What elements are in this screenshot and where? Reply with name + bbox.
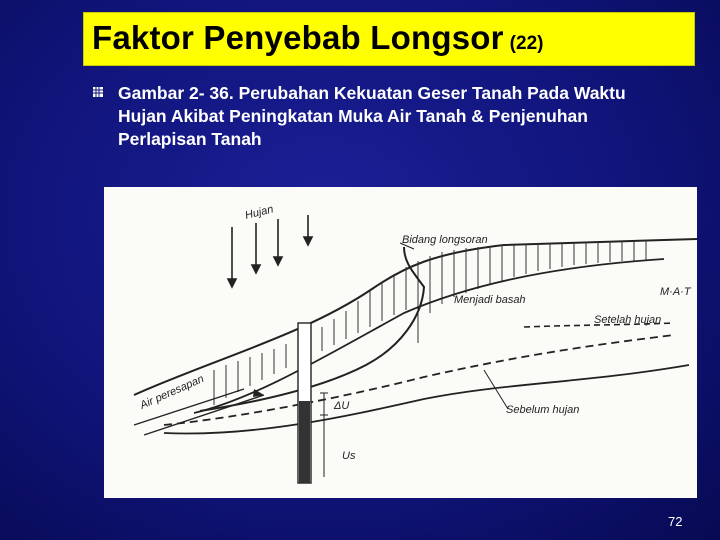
soil-layer	[164, 365, 689, 434]
bullet-text: Gambar 2- 36. Perubahan Kekuatan Geser Tanah Pada Waktu Hujan Akibat Peningkatan Muka Air Tanah & Penjenuhan Perlapisan Tanah	[118, 83, 626, 149]
label-delta-u: ΔU	[334, 400, 350, 412]
piezometer-water	[299, 401, 310, 483]
title-number: (22)	[509, 33, 544, 54]
pressure-markers	[320, 393, 328, 477]
slope-diagram-svg	[104, 187, 697, 498]
label-us: Us	[342, 450, 356, 462]
bullet-icon	[92, 86, 104, 98]
label-menjadi-basah: Menjadi basah	[454, 294, 526, 306]
label-sebelum-hujan: Sebelum hujan	[506, 404, 580, 416]
water-table-before-rain	[164, 335, 674, 425]
sliding-plane	[200, 247, 424, 411]
water-table-after-rain	[194, 259, 664, 413]
page-number: 72	[668, 514, 683, 529]
slope-diagram	[104, 187, 697, 498]
label-setelah-hujan: Setelah hujan	[594, 314, 662, 326]
label-mat: M·A·T	[660, 286, 691, 298]
label-bidang-longsoran: Bidang longsoran	[402, 234, 488, 246]
label-air-peresapan: Air peresapan	[138, 372, 206, 412]
title-main: Faktor Penyebab Longsor	[92, 19, 504, 56]
label-hujan: Hujan	[243, 203, 275, 222]
rain-arrows	[228, 215, 312, 287]
title-box	[83, 12, 695, 66]
slide-title	[92, 19, 543, 57]
